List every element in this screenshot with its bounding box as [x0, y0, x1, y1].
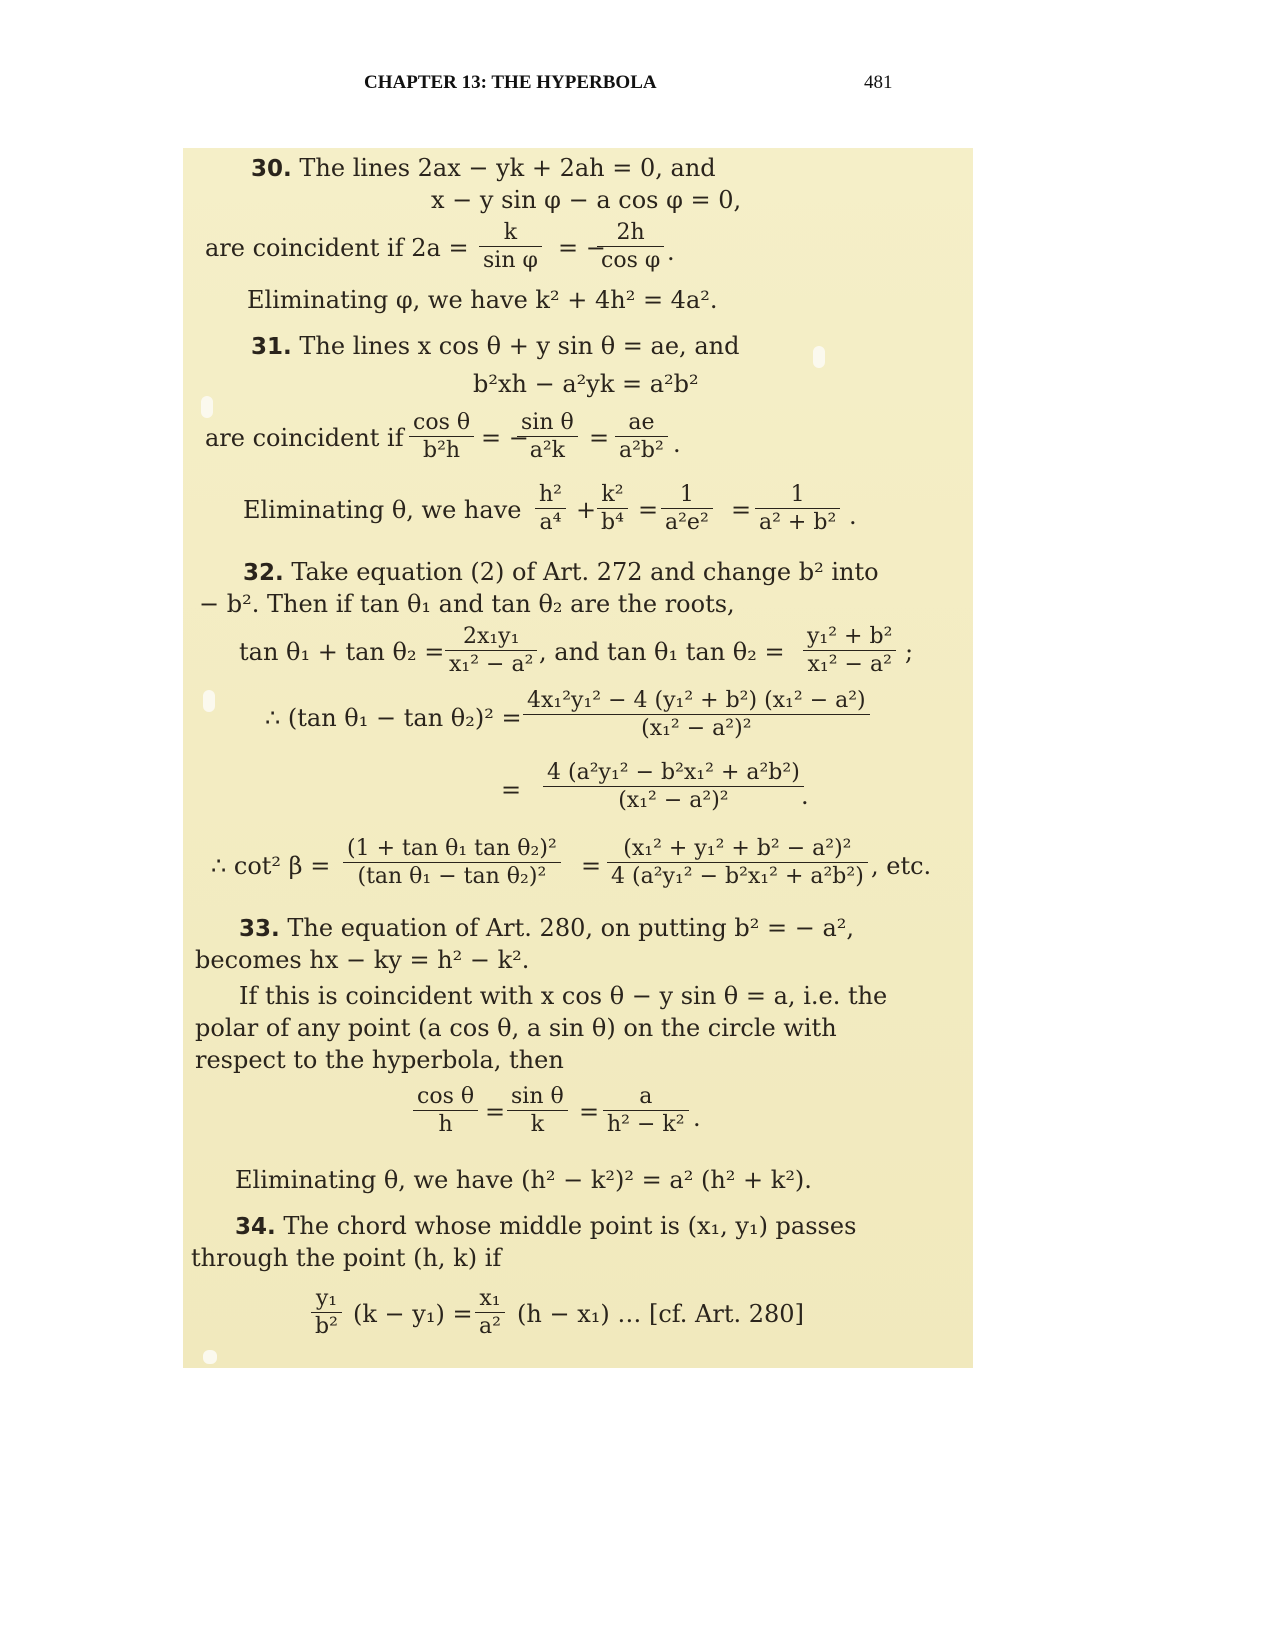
denominator: sin φ	[483, 248, 538, 274]
denominator: h	[438, 1112, 453, 1138]
etc: , etc.	[871, 852, 932, 880]
period: .	[693, 1104, 701, 1132]
problem-number: 32.	[243, 560, 284, 586]
equals: =	[731, 496, 752, 524]
equals: =	[589, 424, 610, 452]
numerator: 4 (a²y₁² − b²x₁² + a²b²)	[543, 760, 804, 787]
denominator: (tan θ₁ − tan θ₂)²	[357, 864, 547, 890]
fraction-cot-squared-result	[607, 836, 868, 890]
equals: =	[579, 1098, 600, 1126]
problem-number: 31.	[251, 334, 292, 360]
text: The chord whose middle point is (x₁, y₁) passes	[283, 1212, 857, 1240]
numerator: sin θ	[517, 410, 578, 437]
denominator: (x₁² − a²)²	[618, 788, 729, 814]
problem-number: 34.	[235, 1214, 276, 1240]
denominator: a² + b²	[759, 510, 837, 536]
problem-number: 33.	[239, 916, 280, 942]
period: .	[667, 238, 675, 266]
problem-33-line-2: becomes hx − ky = h² − k².	[195, 946, 530, 974]
denominator: a²k	[529, 438, 565, 464]
problem-34-line-2: through the point (h, k) if	[191, 1244, 502, 1272]
numerator: h²	[535, 482, 566, 509]
numerator: ae	[615, 410, 668, 437]
page-number: 481	[864, 72, 893, 93]
problem-32-line-1	[243, 558, 879, 588]
paper-blemish	[203, 1350, 217, 1364]
plus: +	[576, 496, 597, 524]
numerator: (1 + tan θ₁ tan θ₂)²	[343, 836, 561, 863]
problem-number: 30.	[251, 156, 292, 182]
fraction-sin-theta-over-k	[507, 1084, 568, 1138]
fraction-k2-over-b4	[597, 482, 628, 536]
denominator: b²	[315, 1314, 338, 1340]
cot-squared-lhs: ∴ cot² β =	[211, 852, 331, 880]
period: .	[801, 782, 809, 810]
text: The lines x cos θ + y sin θ = ae, and	[299, 332, 740, 360]
fraction-k-over-sin-phi	[479, 220, 542, 274]
problem-30-line-4: Eliminating φ, we have k² + 4h² = 4a².	[247, 286, 718, 314]
denominator: h² − k²	[607, 1112, 685, 1138]
fraction-difference-squared	[523, 688, 870, 742]
problem-32-line-2: − b². Then if tan θ₁ and tan θ₂ are the roots,	[199, 590, 735, 618]
numerator: y₁² + b²	[803, 624, 896, 651]
numerator: cos θ	[413, 1084, 478, 1111]
fraction-1-over-a2e2	[661, 482, 713, 536]
text: The lines 2ax − yk + 2ah = 0, and	[299, 154, 716, 182]
problem-33-line-5: respect to the hyperbola, then	[195, 1046, 564, 1074]
fraction-cos-theta-over-b2h	[409, 410, 474, 464]
equals: =	[581, 852, 602, 880]
paper-blemish	[201, 396, 213, 418]
problem-31-line-1	[251, 332, 739, 362]
numerator: 4x₁²y₁² − 4 (y₁² + b²) (x₁² − a²)	[523, 688, 870, 715]
sum-of-roots-lhs: tan θ₁ + tan θ₂ =	[239, 638, 445, 666]
problem-30-line-1	[251, 154, 716, 184]
equals-minus: = −	[481, 424, 529, 452]
problem-30-line-3: are coincident if 2a =	[205, 234, 469, 262]
fraction-a-over-h2-minus-k2	[603, 1084, 689, 1138]
chapter-title: CHAPTER 13: THE HYPERBOLA	[364, 72, 657, 93]
fraction-product-of-roots	[803, 624, 896, 678]
equals: =	[501, 776, 522, 804]
fraction-sum-of-roots	[445, 624, 537, 678]
denominator: cos φ	[601, 248, 661, 274]
denominator: a⁴	[539, 510, 562, 536]
numerator: 1	[661, 482, 713, 509]
numerator: a	[603, 1084, 689, 1111]
difference-squared-lhs: ∴ (tan θ₁ − tan θ₂)² =	[265, 704, 522, 732]
denominator: b⁴	[601, 510, 624, 536]
problem-33-line-1	[239, 914, 854, 944]
problem-30-line-2: x − y sin φ − a cos φ = 0,	[431, 186, 742, 214]
text: Take equation (2) of Art. 272 and change b² into	[291, 558, 879, 586]
equals: =	[638, 496, 659, 524]
semicolon: ;	[905, 638, 914, 666]
denominator: (x₁² − a²)²	[641, 716, 752, 742]
denominator: 4 (a²y₁² − b²x₁² + a²b²)	[611, 864, 864, 890]
numerator: x₁	[475, 1286, 505, 1313]
fraction-sin-theta-over-a2k	[517, 410, 578, 464]
problem-34-line-1	[235, 1212, 856, 1242]
scanned-page-image	[183, 148, 973, 1368]
running-head	[0, 72, 1275, 102]
equals-minus: = −	[558, 234, 606, 262]
period: .	[849, 502, 857, 530]
denominator: k	[530, 1112, 545, 1138]
numerator: cos θ	[409, 410, 474, 437]
fraction-ae-over-a2b2	[615, 410, 668, 464]
denominator: x₁² − a²	[807, 652, 892, 678]
equals: =	[485, 1098, 506, 1126]
problem-31-line-3: are coincident if	[205, 424, 404, 452]
numerator: 2h	[597, 220, 664, 247]
numerator: k	[479, 220, 542, 247]
text: The equation of Art. 280, on putting b² = − a²,	[287, 914, 855, 942]
numerator: (x₁² + y₁² + b² − a²)²	[607, 836, 868, 863]
denominator: b²h	[423, 438, 461, 464]
numerator: 1	[755, 482, 840, 509]
fraction-difference-simplified	[543, 760, 804, 814]
fraction-h2-over-a4	[535, 482, 566, 536]
fraction-y1-over-b2	[311, 1286, 342, 1340]
denominator: a²b²	[619, 438, 664, 464]
denominator: a²e²	[665, 510, 709, 536]
period: .	[673, 430, 681, 458]
paper-blemish	[813, 346, 825, 368]
fraction-cot-squared	[343, 836, 561, 890]
problem-33-line-6: Eliminating θ, we have (h² − k²)² = a² (h² + k²).	[235, 1166, 812, 1194]
numerator: k²	[597, 482, 628, 509]
chord-expression-right: (h − x₁) … [cf. Art. 280]	[517, 1300, 804, 1328]
fraction-x1-over-a2	[475, 1286, 505, 1340]
problem-33-line-3: If this is coincident with x cos θ − y sin θ = a, i.e. the	[239, 982, 888, 1010]
numerator: 2x₁y₁	[445, 624, 537, 651]
fraction-1-over-a2-plus-b2	[755, 482, 840, 536]
fraction-2h-over-cos-phi	[597, 220, 664, 274]
problem-33-line-4: polar of any point (a cos θ, a sin θ) on the circle with	[195, 1014, 837, 1042]
numerator: sin θ	[507, 1084, 568, 1111]
problem-31-line-4: Eliminating θ, we have	[243, 496, 522, 524]
paper-blemish	[203, 690, 215, 712]
numerator: y₁	[311, 1286, 342, 1313]
fraction-cos-theta-over-h	[413, 1084, 478, 1138]
chord-expression-left: (k − y₁) =	[353, 1300, 473, 1328]
product-of-roots-lhs: , and tan θ₁ tan θ₂ =	[539, 638, 785, 666]
problem-31-line-2: b²xh − a²yk = a²b²	[473, 370, 699, 398]
denominator: x₁² − a²	[449, 652, 534, 678]
denominator: a²	[479, 1314, 501, 1340]
